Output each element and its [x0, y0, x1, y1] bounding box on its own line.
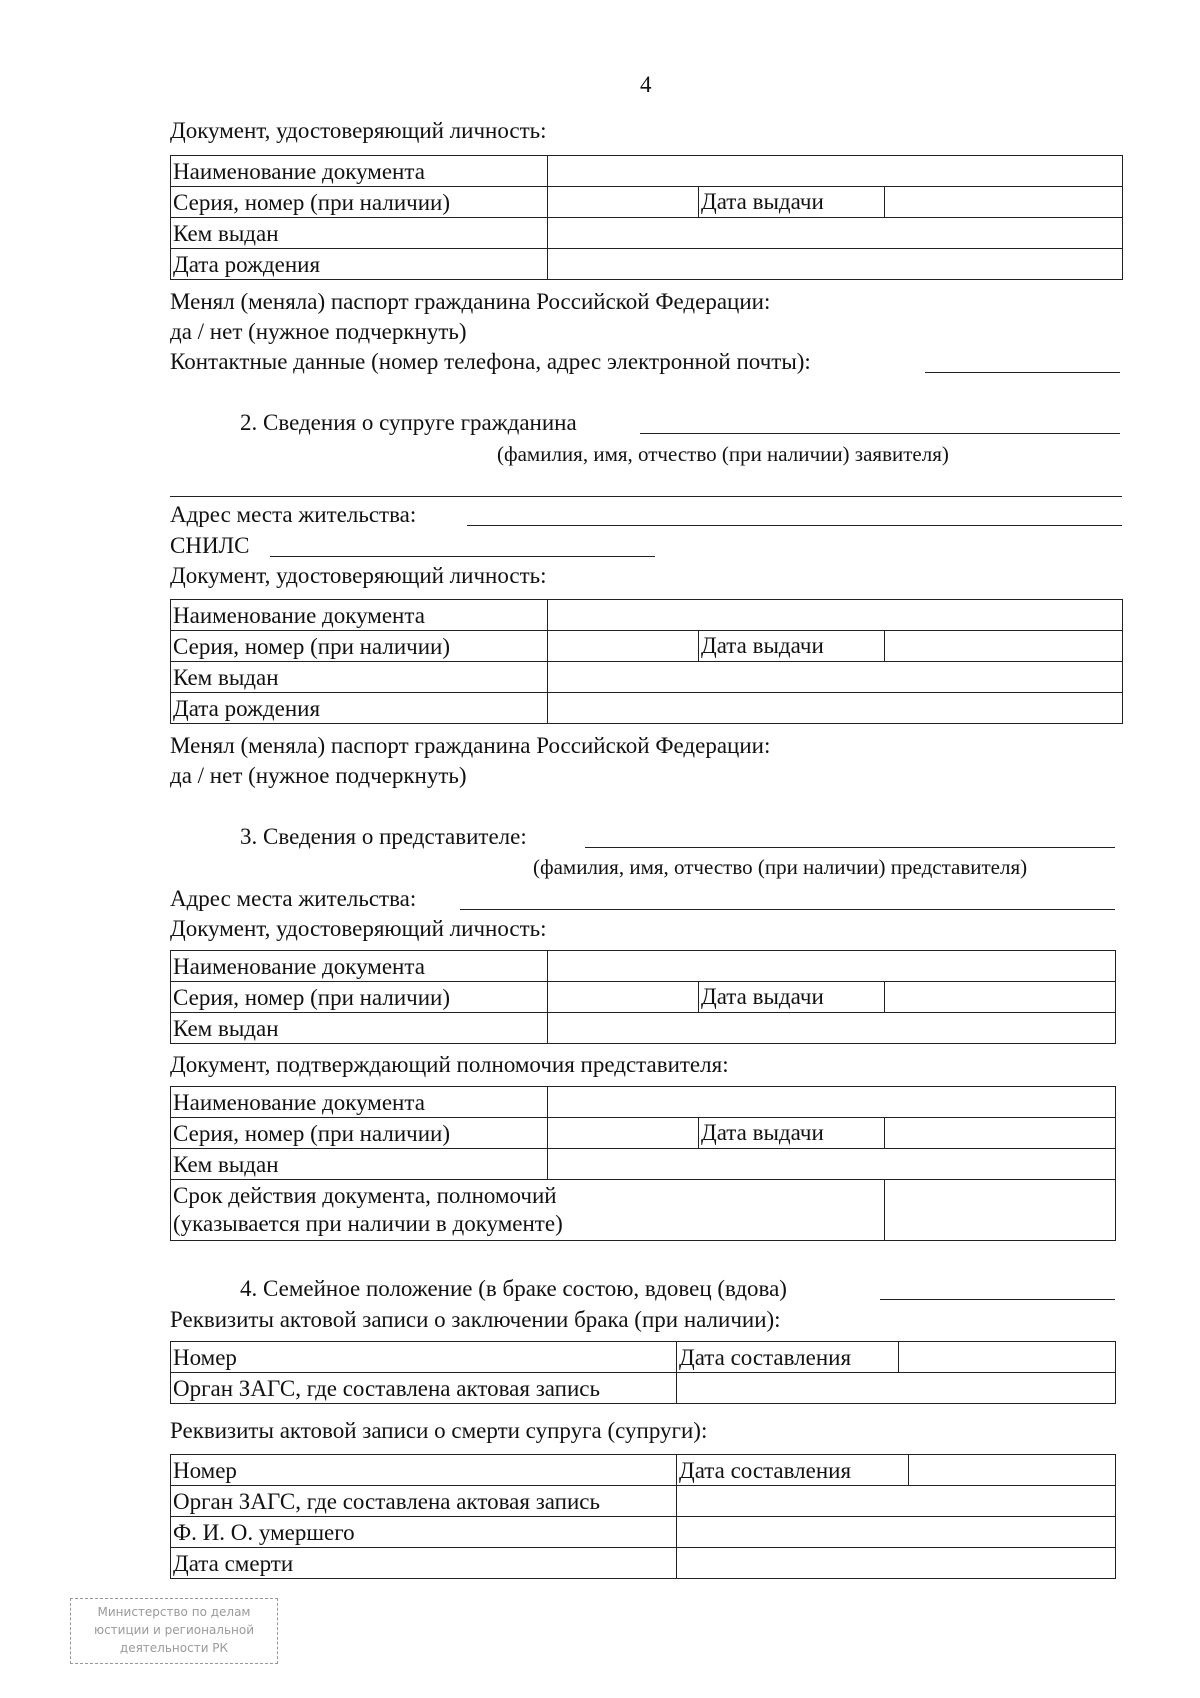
spouse-snils-line[interactable]	[270, 556, 655, 557]
death-date-label: Дата смерти	[171, 1548, 677, 1579]
validity-field[interactable]	[885, 1180, 1116, 1241]
table-row	[171, 1180, 1116, 1241]
series-number-field[interactable]	[548, 1118, 699, 1148]
spouse-passport-changed: Менял (меняла) паспорт гражданина Российской Федерации:	[170, 733, 771, 758]
table-row	[171, 1517, 1116, 1548]
series-issue-cell	[548, 631, 885, 662]
series-number-label: Серия, номер (при наличии)	[171, 187, 548, 218]
table-row	[171, 631, 1123, 662]
spouse-id-doc-heading: Документ, удостоверяющий личность:	[170, 563, 547, 588]
issued-by-field[interactable]	[548, 218, 1123, 249]
doc-name-label: Наименование документа	[171, 600, 548, 631]
death-record-table	[170, 1454, 1116, 1579]
table-row	[171, 693, 1123, 724]
table-row	[171, 1548, 1116, 1579]
table-row	[171, 187, 1123, 218]
deceased-name-field[interactable]	[677, 1517, 1116, 1548]
representative-address-label: Адрес места жительства:	[170, 886, 417, 911]
validity-label	[171, 1180, 885, 1241]
table-row	[171, 951, 1116, 982]
applicant-contacts-label: Контактные данные (номер телефона, адрес электронной почты):	[170, 349, 811, 374]
death-record-heading: Реквизиты актовой записи о смерти супруга (супруги):	[170, 1418, 708, 1443]
issued-by-field[interactable]	[548, 1013, 1116, 1044]
table-row	[171, 982, 1116, 1013]
issued-by-label: Кем выдан	[171, 1013, 548, 1044]
doc-name-label: Наименование документа	[171, 1087, 548, 1118]
stamp-line-2: юстиции и региональной	[93, 1623, 255, 1637]
spouse-snils-label: СНИЛС	[170, 533, 250, 558]
doc-name-label: Наименование документа	[171, 156, 548, 187]
table-row	[171, 662, 1123, 693]
marital-status-line[interactable]	[880, 1299, 1115, 1300]
stamp-line-3: деятельности РК	[119, 1641, 229, 1655]
table-row	[171, 1149, 1116, 1180]
table-row	[171, 156, 1123, 187]
doc-name-field[interactable]	[548, 951, 1116, 982]
issue-date-field[interactable]	[885, 187, 1123, 218]
validity-label-line-2: (указывается при наличии в документе)	[173, 1211, 563, 1236]
issued-by-field[interactable]	[548, 1149, 1116, 1180]
record-number-label: Номер	[171, 1342, 677, 1373]
doc-name-field[interactable]	[548, 156, 1123, 187]
series-issue-cell	[548, 1118, 885, 1149]
series-number-label: Серия, номер (при наличии)	[171, 982, 548, 1013]
spouse-name-hint: (фамилия, имя, отчество (при наличии) заявителя)	[497, 442, 949, 466]
applicant-yes-no: да / нет (нужное подчеркнуть)	[170, 319, 467, 344]
series-number-field[interactable]	[548, 631, 699, 661]
registration-stamp	[70, 1598, 278, 1664]
spouse-address-label: Адрес места жительства:	[170, 502, 417, 527]
series-number-field[interactable]	[548, 982, 699, 1012]
issued-by-label: Кем выдан	[171, 218, 548, 249]
representative-id-doc-heading: Документ, удостоверяющий личность:	[170, 916, 547, 941]
issue-date-label: Дата выдачи	[701, 1120, 824, 1145]
table-row	[171, 1486, 1116, 1517]
table-row	[171, 249, 1123, 280]
spouse-yes-no: да / нет (нужное подчеркнуть)	[170, 763, 467, 788]
deceased-name-label: Ф. И. О. умершего	[171, 1517, 677, 1548]
issue-date-label: Дата выдачи	[701, 984, 824, 1009]
series-number-label: Серия, номер (при наличии)	[171, 1118, 548, 1149]
table-row	[171, 1373, 1116, 1404]
representative-name-line[interactable]	[585, 847, 1115, 848]
spouse-name-line[interactable]	[640, 433, 1120, 434]
issued-by-label: Кем выдан	[171, 1149, 548, 1180]
stamp-line-1: Министерство по делам	[97, 1605, 251, 1619]
compile-date-label: Дата составления	[677, 1342, 899, 1373]
applicant-id-doc-table	[170, 155, 1123, 280]
spouse-heading: 2. Сведения о супруге гражданина	[240, 410, 577, 435]
table-row	[171, 1342, 1116, 1373]
representative-name-hint: (фамилия, имя, отчество (при наличии) представителя)	[533, 855, 1028, 879]
table-row	[171, 218, 1123, 249]
birth-date-label: Дата рождения	[171, 249, 548, 280]
contacts-input-line[interactable]	[925, 372, 1120, 373]
record-number-label: Номер	[171, 1455, 677, 1486]
compile-date-label: Дата составления	[677, 1455, 909, 1486]
registry-office-label: Орган ЗАГС, где составлена актовая запись	[171, 1486, 677, 1517]
authority-doc-table	[170, 1086, 1116, 1241]
table-row	[171, 1455, 1116, 1486]
page-number: 4	[640, 72, 652, 97]
doc-name-field[interactable]	[548, 600, 1123, 631]
table-row	[171, 1013, 1116, 1044]
doc-name-label: Наименование документа	[171, 951, 548, 982]
registry-office-field[interactable]	[677, 1373, 1116, 1404]
compile-date-field[interactable]	[909, 1455, 1116, 1486]
representative-id-doc-table	[170, 950, 1116, 1044]
compile-date-field[interactable]	[899, 1342, 1116, 1373]
applicant-id-doc-heading: Документ, удостоверяющий личность:	[170, 118, 547, 143]
marriage-record-heading: Реквизиты актовой записи о заключении брака (при наличии):	[170, 1307, 781, 1332]
issue-date-label: Дата выдачи	[701, 189, 824, 214]
issue-date-label: Дата выдачи	[701, 633, 824, 658]
registry-office-label: Орган ЗАГС, где составлена актовая запись	[171, 1373, 677, 1404]
marriage-record-table	[170, 1341, 1116, 1404]
marital-heading: 4. Семейное положение (в браке состою, вдовец (вдова)	[240, 1276, 787, 1301]
series-issue-cell	[548, 187, 885, 218]
issued-by-label: Кем выдан	[171, 662, 548, 693]
death-date-field[interactable]	[677, 1548, 1116, 1579]
validity-label-line-1: Срок действия документа, полномочий	[173, 1183, 557, 1208]
birth-date-label: Дата рождения	[171, 693, 548, 724]
spouse-address-line[interactable]	[467, 525, 1122, 526]
spouse-id-doc-table	[170, 599, 1123, 724]
applicant-passport-changed: Менял (меняла) паспорт гражданина Российской Федерации:	[170, 289, 771, 314]
issue-date-field[interactable]	[885, 982, 1116, 1013]
issue-date-field[interactable]	[885, 631, 1123, 662]
birth-date-field[interactable]	[548, 249, 1123, 280]
birth-date-field[interactable]	[548, 693, 1123, 724]
series-number-field[interactable]	[548, 187, 699, 217]
series-issue-cell	[548, 982, 885, 1013]
issue-date-field[interactable]	[885, 1118, 1116, 1149]
table-row	[171, 600, 1123, 631]
series-number-label: Серия, номер (при наличии)	[171, 631, 548, 662]
issued-by-field[interactable]	[548, 662, 1123, 693]
spouse-name-line-2[interactable]	[170, 496, 1122, 497]
authority-heading: Документ, подтверждающий полномочия представителя:	[170, 1052, 729, 1077]
table-row	[171, 1087, 1116, 1118]
representative-address-line[interactable]	[460, 909, 1115, 910]
table-row	[171, 1118, 1116, 1149]
representative-heading: 3. Сведения о представителе:	[240, 824, 527, 849]
doc-name-field[interactable]	[548, 1087, 1116, 1118]
registry-office-field[interactable]	[677, 1486, 1116, 1517]
